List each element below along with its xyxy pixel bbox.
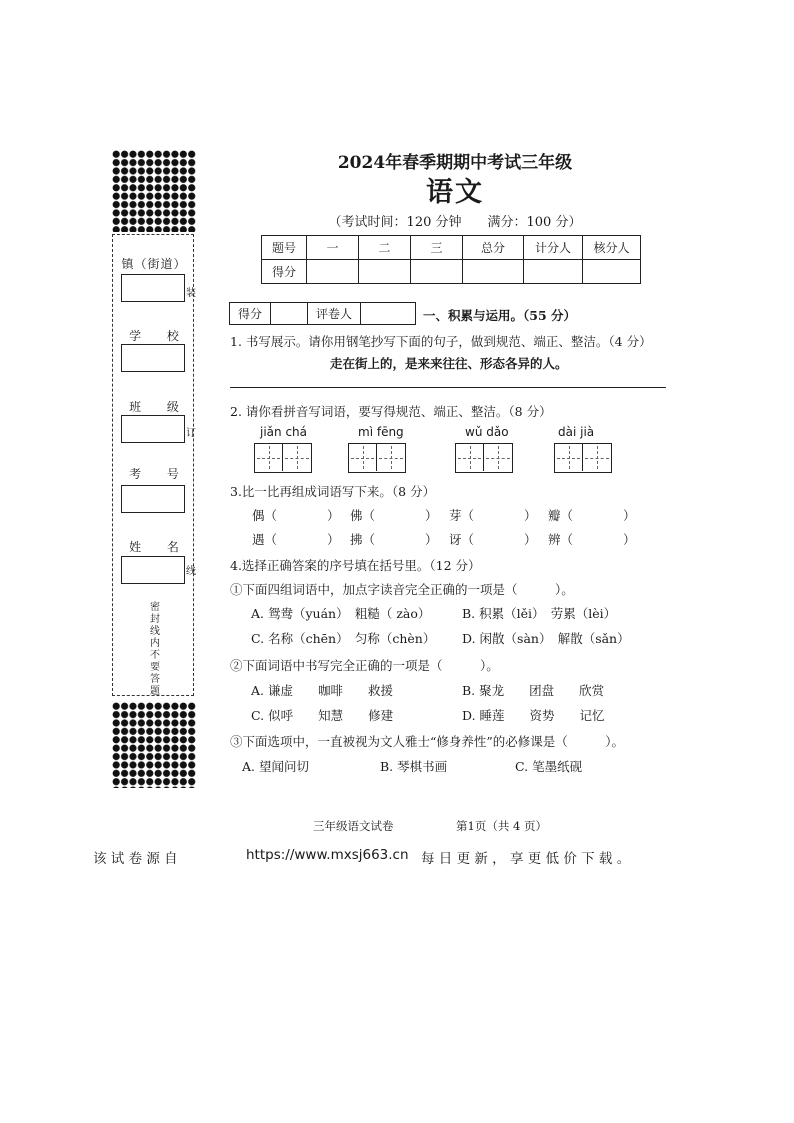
score-cell[interactable] (411, 260, 463, 284)
table-row (262, 260, 641, 284)
tian-cell[interactable] (583, 444, 611, 471)
exam-time-info: （考试时间：120 分钟 满分：100 分） (328, 215, 582, 230)
section-title: 一、积累与运用。（55 分） (423, 308, 576, 323)
exam-number-field[interactable] (121, 485, 185, 513)
score-table-col: 二 (359, 236, 411, 260)
tian-cell[interactable] (349, 444, 377, 471)
field-label-class: 班 级 (129, 400, 190, 414)
tian-grid-box[interactable] (455, 443, 513, 473)
q4-sub1-option-b: B. 积累（lěi） 劳累（lèi） (462, 606, 617, 621)
banner-prefix: 该 试 卷 源 自 (93, 851, 178, 867)
exam-title: 2024年春季期期中考试三年级 (337, 153, 573, 173)
score-table-col: 计分人 (524, 236, 583, 260)
grader-score-cell[interactable] (271, 303, 308, 325)
q3-item[interactable]: 拂（ ） (350, 532, 438, 547)
q3-item[interactable]: 讶（ ） (449, 532, 537, 547)
field-label-town: 镇（街道） (121, 257, 187, 271)
tian-cell[interactable] (283, 444, 311, 471)
score-cell[interactable] (307, 260, 359, 284)
score-table-col: 一 (307, 236, 359, 260)
q3-item[interactable]: 瓣（ ） (548, 508, 636, 523)
field-label-school: 学 校 (129, 329, 190, 343)
pinyin-label: mì fēng (358, 425, 404, 439)
q4-sub3-option-b: B. 琴棋书画 (380, 759, 448, 774)
grader-score-label: 得分 (230, 303, 271, 325)
q4-sub3-prompt: ③下面选项中，一直被视为文人雅士“修身养性”的必修课是（ ）。 (230, 734, 625, 749)
field-label-name: 姓 名 (129, 540, 190, 554)
binding-dot-pattern-top (112, 150, 196, 232)
pinyin-label: dài jià (558, 425, 595, 439)
table-row (262, 236, 641, 260)
q4-sub2-option-d: D. 睡莲 资势 记忆 (462, 708, 605, 723)
name-field[interactable] (121, 556, 185, 584)
tian-cell[interactable] (456, 444, 484, 471)
footer-paper-name: 三年级语文试卷 (313, 819, 394, 833)
tian-cell[interactable] (255, 444, 283, 471)
q3-item[interactable]: 辨（ ） (548, 532, 636, 547)
pinyin-label: wǔ dǎo (465, 425, 509, 439)
q4-sub1-prompt: ①下面四组词语中，加点字读音完全正确的一项是（ ）。 (230, 582, 574, 597)
tian-cell[interactable] (377, 444, 405, 471)
q4-sub2-option-b: B. 聚龙 团盘 欣赏 (462, 683, 605, 698)
q4-sub1-option-c: C. 名称（chēn） 匀称（chèn） (251, 631, 436, 646)
binding-char-zhuang: 装 (186, 288, 196, 299)
tian-grid-box[interactable] (554, 443, 612, 473)
q4-sub1-option-d: D. 闲散（sàn） 解散（sǎn） (462, 631, 630, 646)
tian-cell[interactable] (484, 444, 512, 471)
score-table (261, 235, 641, 284)
q4-sub2-option-a: A. 谦虚 咖啡 救援 (251, 683, 393, 698)
q4-prompt: 4.选择正确答案的序号填在括号里。（12 分） (230, 558, 481, 573)
table-row (230, 303, 416, 325)
q4-sub1-option-a: A. 鸳鸯（yuán） 粗糙（ zào） (251, 606, 431, 621)
binding-dot-pattern-bottom (112, 702, 196, 788)
field-label-exam-number: 考 号 (129, 467, 190, 481)
binding-char-xian: 线 (186, 566, 196, 577)
q3-item[interactable]: 佛（ ） (350, 508, 438, 523)
q4-sub2-prompt: ②下面词语中书写完全正确的一项是（ ）。 (230, 658, 499, 673)
pinyin-label: jiǎn chá (260, 425, 307, 439)
town-field[interactable] (121, 274, 185, 302)
q3-item[interactable]: 芽（ ） (449, 508, 537, 523)
grader-table (229, 302, 416, 325)
q1-writing-line[interactable] (230, 387, 666, 388)
q2-prompt: 2. 请你看拼音写词语，要写得规范、端正、整洁。（8 分） (230, 404, 552, 419)
exam-subject: 语文 (426, 177, 484, 208)
q3-item[interactable]: 偶（ ） (252, 508, 340, 523)
q4-sub2-option-c: C. 似呼 知慧 修建 (251, 708, 394, 723)
q4-sub3-option-c: C. 笔墨纸砚 (515, 759, 583, 774)
score-cell[interactable] (583, 260, 641, 284)
score-cell[interactable] (524, 260, 583, 284)
binding-char-ding: 订 (186, 428, 196, 439)
score-table-col: 三 (411, 236, 463, 260)
score-table-col: 核分人 (583, 236, 641, 260)
tian-grid-box[interactable] (254, 443, 312, 473)
banner-url[interactable]: https://www.mxsj663.cn (246, 847, 409, 863)
score-cell[interactable] (359, 260, 411, 284)
q1-sentence: 走在街上的，是来来往往、形态各异的人。 (330, 356, 568, 371)
tian-cell[interactable] (555, 444, 583, 471)
tian-grid-box[interactable] (348, 443, 406, 473)
score-table-header: 得分 (262, 260, 307, 284)
score-table-header: 题号 (262, 236, 307, 260)
banner-suffix: 每 日 更 新 ， 享 更 低 价 下 载 。 (421, 851, 631, 867)
class-field[interactable] (121, 415, 185, 443)
q3-item[interactable]: 遇（ ） (252, 532, 340, 547)
footer-page-number: 第1页（共 4 页） (456, 819, 547, 833)
q1-prompt: 1. 书写展示。请你用钢笔抄写下面的句子，做到规范、端正、整洁。（4 分） (230, 334, 652, 349)
q3-prompt: 3.比一比再组成词语写下来。（8 分） (230, 484, 436, 499)
school-field[interactable] (121, 344, 185, 372)
seal-line-note: 密封线内不要答题 (150, 602, 160, 697)
q4-sub3-option-a: A. 望闻问切 (242, 759, 309, 774)
grader-reviewer-cell[interactable] (361, 303, 416, 325)
score-cell[interactable] (463, 260, 524, 284)
score-table-col: 总分 (463, 236, 524, 260)
grader-reviewer-label: 评卷人 (308, 303, 361, 325)
